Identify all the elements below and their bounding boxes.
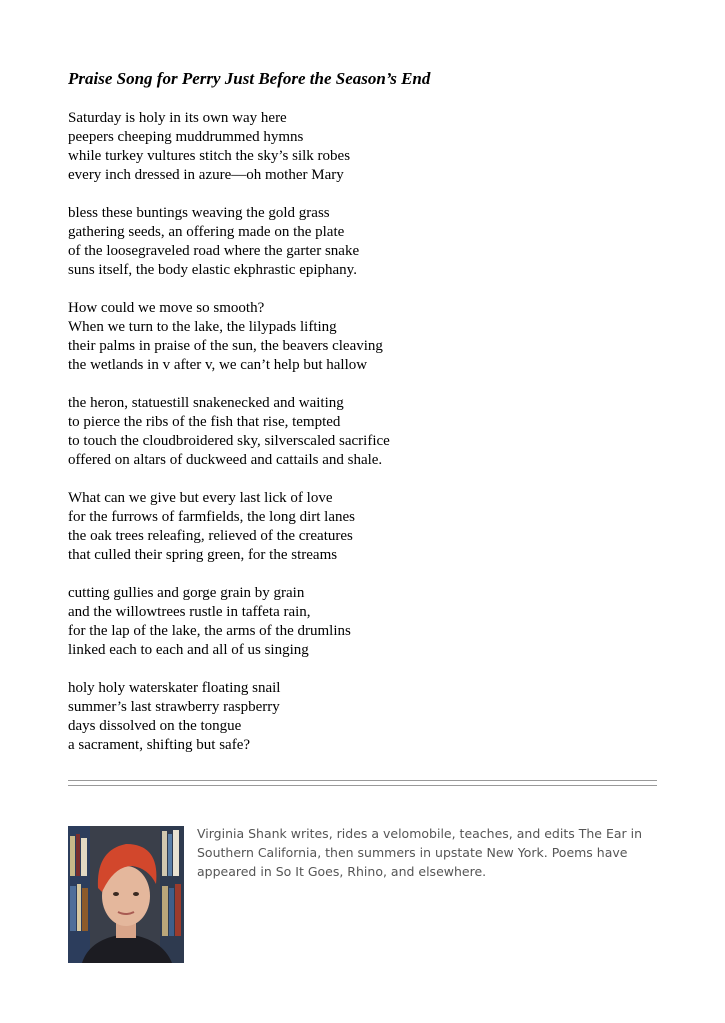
poem-line: gathering seeds, an offering made on the plate — [68, 224, 345, 240]
poem-title: Praise Song for Perry Just Before the Season’s End — [68, 69, 431, 88]
stanza — [68, 109, 668, 185]
poem-line: to touch the cloudbroidered sky, silverscaled sacrifice — [68, 433, 390, 449]
poem-line: while turkey vultures stitch the sky’s silk robes — [68, 148, 351, 164]
stanza — [68, 394, 668, 470]
poem-line: Saturday is holy in its own way here — [68, 110, 287, 126]
poem-line: the oak trees releafing, relieved of the creatures — [68, 528, 353, 544]
poem-line: of the loosegraveled road where the garter snake — [68, 243, 360, 259]
stanza — [68, 679, 668, 755]
stanza — [68, 489, 668, 565]
poem-line: peepers cheeping muddrummed hymns — [68, 129, 304, 145]
poem-line: When we turn to the lake, the lilypads lifting — [68, 319, 337, 335]
poem-line: suns itself, the body elastic ekphrastic epiphany. — [68, 262, 357, 278]
author-photo — [68, 826, 184, 963]
poem-line: that culled their spring green, for the streams — [68, 547, 338, 563]
poem-line: for the lap of the lake, the arms of the drumlins — [68, 623, 351, 639]
poem-line: What can we give but every last lick of love — [68, 490, 333, 506]
poem-line: holy holy waterskater floating snail — [68, 680, 281, 696]
section-divider — [68, 780, 657, 786]
poem-line: the heron, statuestill snakenecked and waiting — [68, 395, 344, 411]
poem-line: and the willowtrees rustle in taffeta rain, — [68, 604, 311, 620]
poem-line: to pierce the ribs of the fish that rise, tempted — [68, 414, 341, 430]
poem-line: cutting gullies and gorge grain by grain — [68, 585, 305, 601]
poem-body — [68, 109, 668, 774]
poem-line: bless these buntings weaving the gold grass — [68, 205, 330, 221]
poem-line: for the furrows of farmfields, the long dirt lanes — [68, 509, 355, 525]
poem-line: offered on altars of duckweed and cattails and shale. — [68, 452, 383, 468]
poem-line: their palms in praise of the sun, the beavers cleaving — [68, 338, 383, 354]
poem-line: How could we move so smooth? — [68, 300, 265, 316]
stanza — [68, 204, 668, 280]
author-bio: Virginia Shank writes, rides a velomobile, teaches, and edits The Ear in Southern California, then summers in upstate New York. Poems have appeared in So It Goes, Rhino, and elsewhere. — [197, 826, 643, 879]
poem-line: summer’s last strawberry raspberry — [68, 699, 280, 715]
stanza — [68, 584, 668, 660]
poem-line: a sacrament, shifting but safe? — [68, 737, 251, 753]
poem-line: linked each to each and all of us singing — [68, 642, 309, 658]
stanza — [68, 299, 668, 375]
poem-line: every inch dressed in azure—oh mother Mary — [68, 167, 344, 183]
poem-line: the wetlands in v after v, we can’t help but hallow — [68, 357, 368, 373]
poem-line: days dissolved on the tongue — [68, 718, 242, 734]
